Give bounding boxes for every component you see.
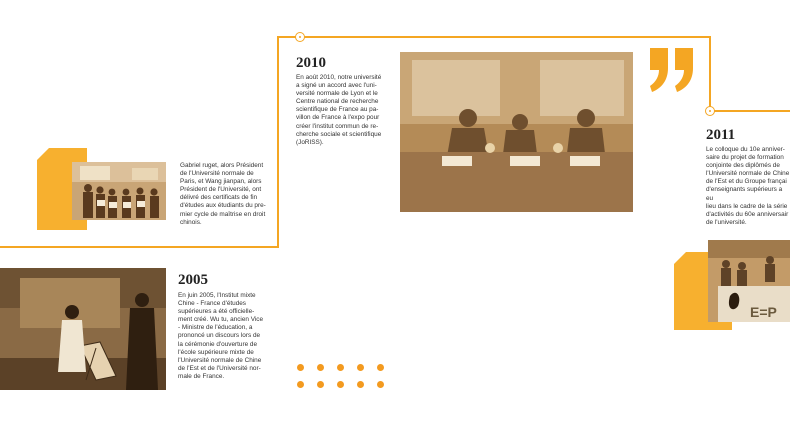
dot <box>357 364 364 371</box>
photo-ceremony-2005 <box>0 268 166 390</box>
photo-sign-text: E=P <box>750 304 777 320</box>
timeline-node-2010 <box>295 32 305 42</box>
dot <box>297 364 304 371</box>
quote-icon <box>650 48 696 92</box>
year-2005: 2005 <box>178 272 208 288</box>
timeline-line-top <box>277 36 711 38</box>
dot <box>377 364 384 371</box>
dot <box>357 381 364 388</box>
year-2011: 2011 <box>706 127 736 143</box>
timeline-line-left <box>0 246 279 248</box>
dot <box>317 381 324 388</box>
year-2010: 2010 <box>296 55 326 71</box>
photo-signing-2010 <box>400 52 633 212</box>
timeline-line-right <box>709 110 790 112</box>
caption-graduation: Gabriel ruget, alors Président de l'Université normale de Paris, et Wang jianpan, alors Président de l'Université, ont délivré des certificats de fin d'études aux étudiants du pre- mier cycle de maîtrise en droit chinois. <box>180 162 266 226</box>
caption-2011: Le colloque du 10e anniver- saire du projet de formation conjointe des diplômés de l'Université normale de Chine de l'Est et du Groupe françai d'enseignants supérieurs a eu lieu dans le cadre de la série d'activités du 60e anniversair de l'université. <box>706 146 790 226</box>
caption-2010: En août 2010, notre université a signé un accord avec l'uni- versité normale de Lyon et le Centre national de recherche scientifique de France au pa- villon de France à l'expo pour créer l'institut commun de re- cherche sociale et scientifique (JoRISS). <box>296 74 382 146</box>
photo-graduation <box>72 162 166 220</box>
timeline-node-2011 <box>705 106 715 116</box>
timeline-line-vertical <box>277 36 279 248</box>
photo-colloquium-2011 <box>708 240 790 322</box>
caption-2005: En juin 2005, l'Institut mixte Chine - France d'études supérieures a été officielle- ment créé. Wu tu, ancien Vice - Ministre de l'éducation, a prononcé un discours lors de la cérémonie d'ouverture de l'école supérieure mixte de l'Université normale de Chine de l'Est et de l'Université nor- male de France. <box>178 292 264 380</box>
dot <box>377 381 384 388</box>
dot <box>297 381 304 388</box>
dot <box>317 364 324 371</box>
dot <box>337 364 344 371</box>
dot <box>337 381 344 388</box>
timeline-line-vertical-right <box>709 36 711 112</box>
